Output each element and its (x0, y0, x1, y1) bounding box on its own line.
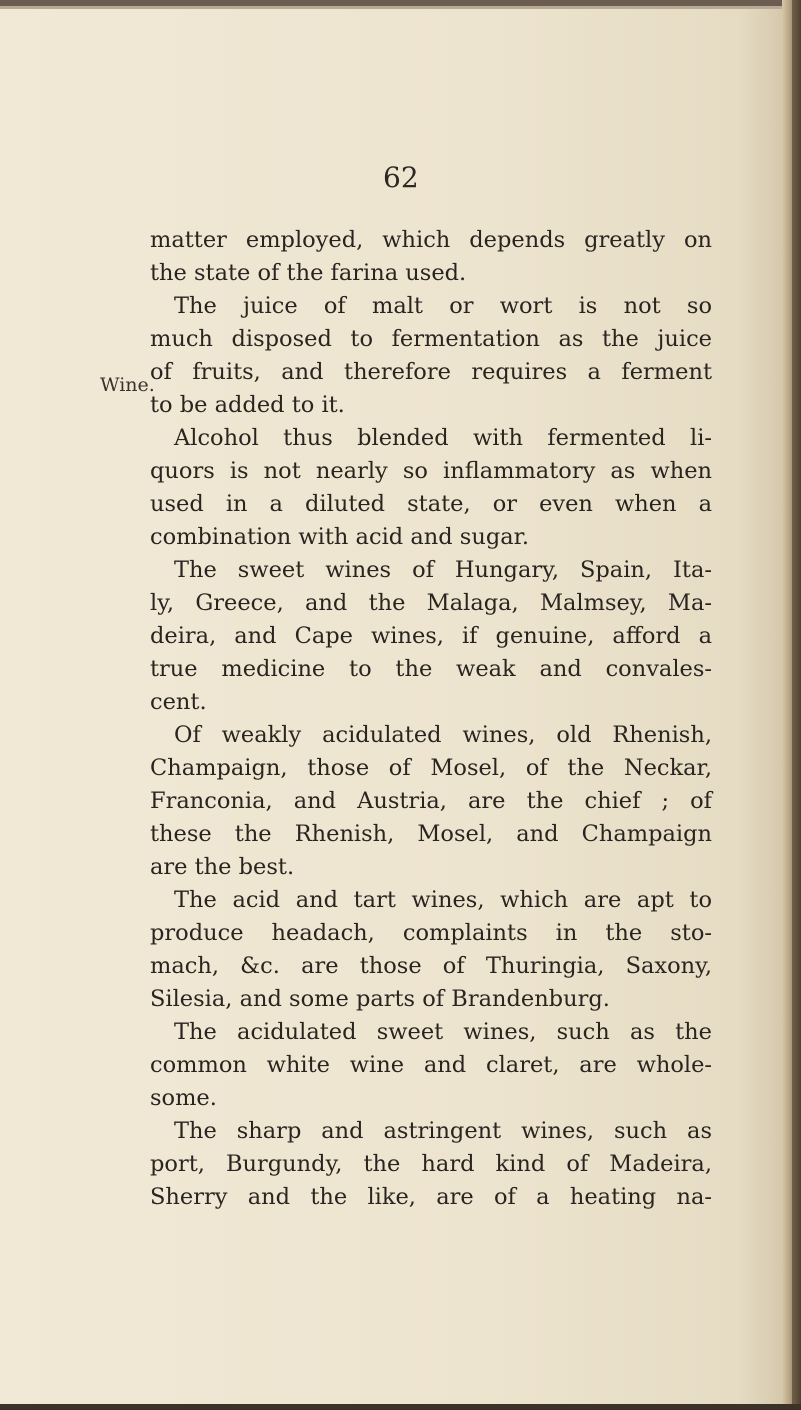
text-line: some. (150, 1085, 217, 1111)
text-line: much disposed to fermentation as the juice (150, 326, 712, 352)
text-line: common white wine and claret, are whole- (150, 1052, 712, 1078)
text-line: port, Burgundy, the hard kind of Madeira, (150, 1151, 712, 1177)
page-number: 62 (383, 161, 419, 194)
page-bottom-edge (0, 1404, 801, 1410)
text-line: of fruits, and therefore requires a ferment (150, 359, 712, 385)
text-line: The juice of malt or wort is not so (174, 293, 712, 319)
text-line: The sweet wines of Hungary, Spain, Ita- (174, 557, 712, 583)
text-line: these the Rhenish, Mosel, and Champaign (150, 821, 712, 847)
text-line: cent. (150, 689, 207, 715)
text-line: mach, &c. are those of Thuringia, Saxony, (150, 953, 712, 979)
text-line: Sherry and the like, are of a heating na- (150, 1184, 712, 1210)
text-line: used in a diluted state, or even when a (150, 491, 712, 517)
page-top-shadow (0, 6, 801, 9)
text-line: The acid and tart wines, which are apt to (174, 887, 712, 913)
text-line: true medicine to the weak and convales- (150, 656, 712, 682)
text-line: Of weakly acidulated wines, old Rhenish, (174, 722, 712, 748)
text-line: Silesia, and some parts of Brandenburg. (150, 986, 610, 1012)
text-line: to be added to it. (150, 392, 345, 418)
text-line: ly, Greece, and the Malaga, Malmsey, Ma- (150, 590, 712, 616)
text-line: the state of the farina used. (150, 260, 467, 286)
book-spine-shadow (792, 0, 801, 1410)
text-line: combination with acid and sugar. (150, 524, 530, 550)
text-line: quors is not nearly so inflammatory as when (150, 458, 712, 484)
text-line: Franconia, and Austria, are the chief ; of (150, 788, 712, 814)
margin-note: Wine. (100, 374, 155, 396)
text-line: produce headach, complaints in the sto- (150, 920, 712, 946)
body-text (150, 224, 712, 1214)
text-line: matter employed, which depends greatly on (150, 227, 712, 253)
text-line: deira, and Cape wines, if genuine, afford a (150, 623, 712, 649)
text-line: Champaign, those of Mosel, of the Neckar, (150, 755, 712, 781)
text-line: Alcohol thus blended with fermented li- (174, 425, 712, 451)
text-line: The acidulated sweet wines, such as the (174, 1019, 712, 1045)
text-line: The sharp and astringent wines, such as (174, 1118, 712, 1144)
text-line: are the best. (150, 854, 295, 880)
